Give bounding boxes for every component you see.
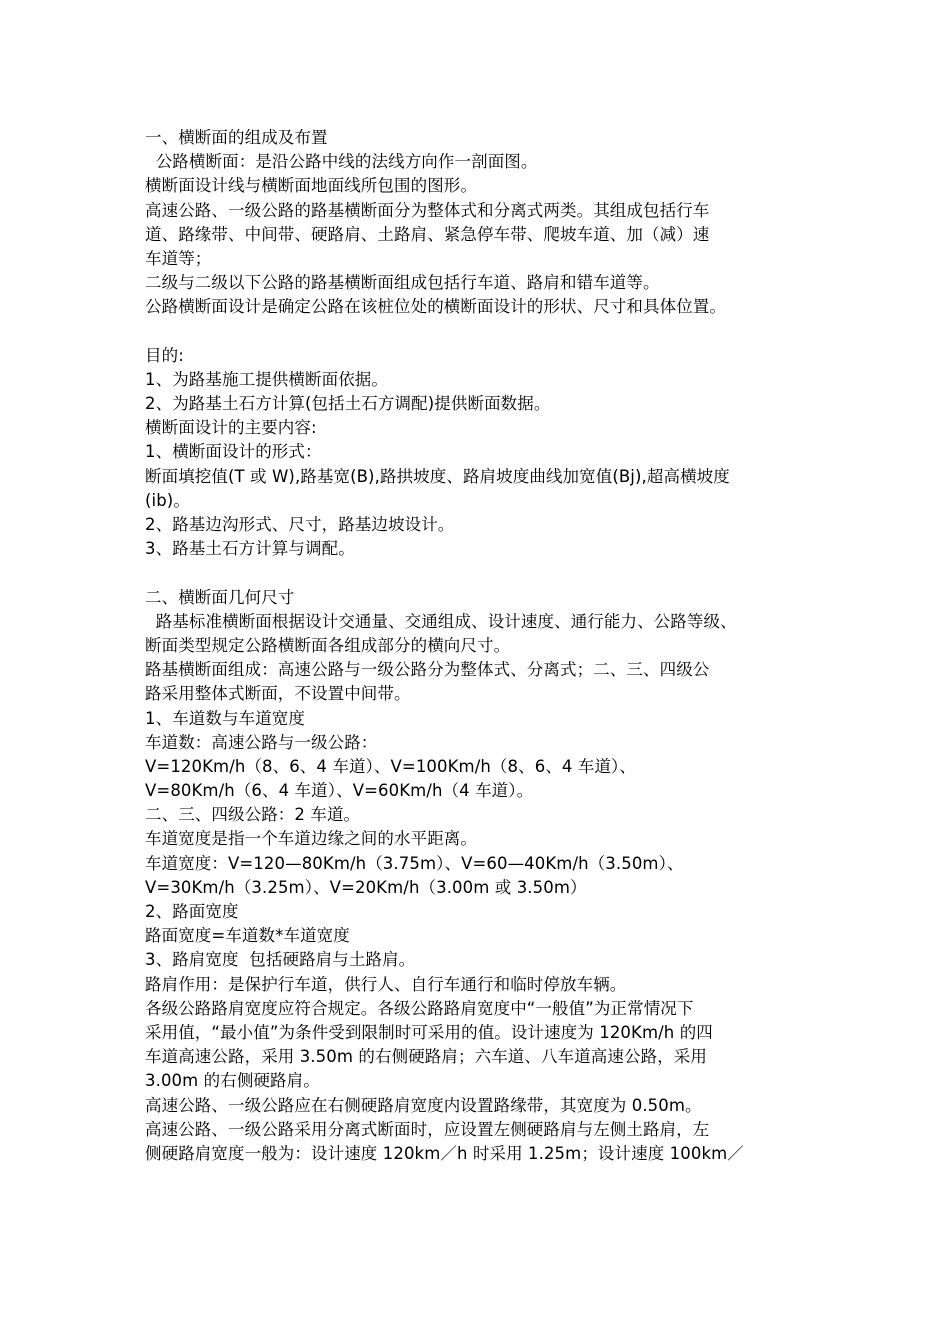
list-item: 1、为路基施工提供横断面依据。 bbox=[145, 369, 388, 389]
paragraph-line: V=80Km/h（6、4 车道）、V=60Km/h（4 车道）。 bbox=[145, 781, 534, 801]
blank-line bbox=[145, 561, 825, 585]
paragraph-line: 车道数：高速公路与一级公路： bbox=[145, 732, 378, 752]
paragraph-line: 侧硬路肩宽度一般为：设计速度 120km／h 时采用 1.25m；设计速度 100km／ bbox=[145, 1143, 744, 1163]
paragraph-line: 3.00m 的右侧硬路肩。 bbox=[145, 1071, 320, 1091]
paragraph-line: 车道等； bbox=[145, 248, 212, 268]
paragraph-line: 断面填挖值(T 或 W),路基宽(B),路拱坡度、路肩坡度曲线加宽值(Bj),超高横坡度 bbox=[145, 466, 730, 486]
paragraph-line: 高速公路、一级公路的路基横断面分为整体式和分离式两类。其组成包括行车 bbox=[145, 200, 710, 220]
paragraph-line: 路面宽度=车道数*车道宽度 bbox=[145, 926, 350, 946]
paragraph-line: 横断面设计的主要内容: bbox=[145, 418, 317, 438]
paragraph-line: V=120Km/h（8、6、4 车道）、V=100Km/h（8、6、4 车道）、 bbox=[145, 756, 637, 776]
paragraph-line: 车道宽度：V=120—80Km/h（3.75m）、V=60—40Km/h（3.50m）、 bbox=[145, 853, 684, 873]
paragraph-line: 路采用整体式断面，不设置中间带。 bbox=[145, 684, 411, 704]
section-heading: 一、横断面的组成及布置 bbox=[145, 128, 328, 147]
paragraph-line: 车道宽度是指一个车道边缘之间的水平距离。 bbox=[145, 829, 477, 849]
list-item: 1、车道数与车道宽度 bbox=[145, 708, 305, 728]
section-heading: 二、横断面几何尺寸 bbox=[145, 587, 295, 607]
paragraph-line: 路基横断面组成：高速公路与一级公路分为整体式、分离式；二、三、四级公 bbox=[145, 660, 710, 680]
paragraph-line: V=30Km/h（3.25m）、V=20Km/h（3.00m 或 3.50m） bbox=[145, 877, 587, 897]
paragraph-line: 路基标准横断面根据设计交通量、交通组成、设计速度、通行能力、公路等级、 bbox=[145, 611, 737, 631]
paragraph-line: 各级公路路肩宽度应符合规定。各级公路路肩宽度中“一般值”为正常情况下 bbox=[145, 998, 694, 1018]
list-item: 3、路基土石方计算与调配。 bbox=[145, 539, 355, 559]
paragraph-line: 公路横断面设计是确定公路在该桩位处的横断面设计的形状、尺寸和具体位置。 bbox=[145, 297, 726, 317]
paragraph-line: 采用值，“最小值”为条件受到限制时可采用的值。设计速度为 120Km/h 的四 bbox=[145, 1022, 713, 1042]
paragraph-line: 路肩作用：是保护行车道，供行人、自行车通行和临时停放车辆。 bbox=[145, 974, 627, 994]
paragraph-line: 高速公路、一级公路采用分离式断面时，应设置左侧硬路肩与左侧土路肩，左 bbox=[145, 1119, 710, 1139]
paragraph-line: 二、三、四级公路：2 车道。 bbox=[145, 805, 361, 825]
paragraph-line: 二级与二级以下公路的路基横断面组成包括行车道、路肩和错车道等。 bbox=[145, 273, 660, 293]
document-body bbox=[145, 126, 825, 1166]
paragraph-line: 高速公路、一级公路应在右侧硬路肩宽度内设置路缘带，其宽度为 0.50m。 bbox=[145, 1095, 702, 1115]
list-item: 2、为路基土石方计算(包括土石方调配)提供断面数据。 bbox=[145, 394, 551, 414]
paragraph-line: 车道高速公路，采用 3.50m 的右侧硬路肩；六车道、八车道高速公路，采用 bbox=[145, 1047, 708, 1067]
paragraph-line: 公路横断面：是沿公路中线的法线方向作一剖面图。 bbox=[145, 152, 538, 172]
blank-line bbox=[145, 320, 825, 344]
paragraph-line: 目的: bbox=[145, 345, 184, 365]
list-item: 2、路面宽度 bbox=[145, 902, 239, 921]
list-item: 2、路基边沟形式、尺寸，路基边坡设计。 bbox=[145, 515, 455, 534]
paragraph-line: 道、路缘带、中间带、硬路肩、土路肩、紧急停车带、爬坡车道、加（减）速 bbox=[145, 224, 710, 244]
paragraph-line: 断面类型规定公路横断面各组成部分的横向尺寸。 bbox=[145, 635, 511, 655]
paragraph-line: (ib)。 bbox=[145, 490, 190, 510]
list-item: 3、路肩宽度 包括硬路肩与土路肩。 bbox=[145, 950, 416, 970]
list-item: 1、横断面设计的形式： bbox=[145, 442, 322, 462]
paragraph-line: 横断面设计线与横断面地面线所包围的图形。 bbox=[145, 176, 477, 196]
